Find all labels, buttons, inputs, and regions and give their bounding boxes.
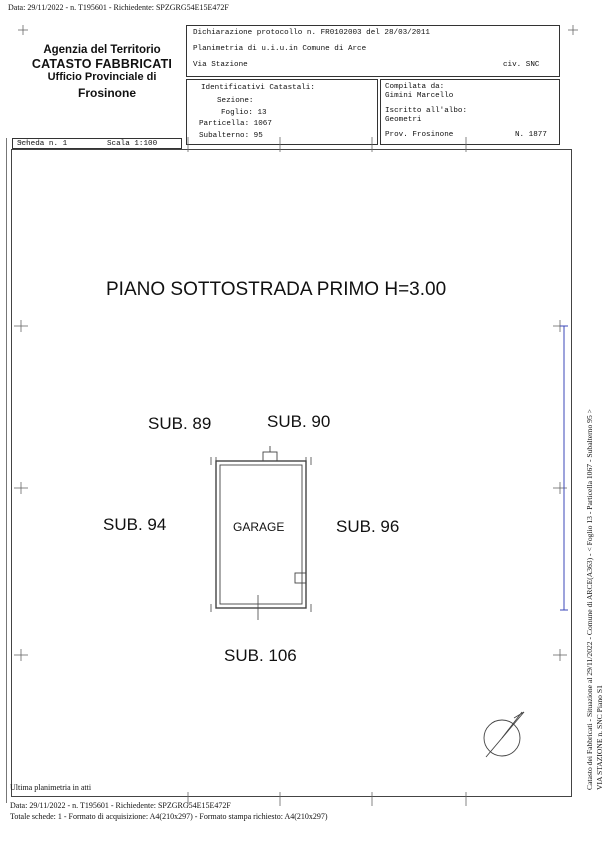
iscritto-label: Iscritto all'albo: <box>385 107 468 115</box>
office-label: Ufficio Provinciale di <box>47 71 157 83</box>
footer-meta-line1: Data: 29/11/2022 - n. T195601 - Richiedente: SPZGRG54E15E472F <box>10 801 231 810</box>
particella-field: Particella: 1067 <box>199 120 272 128</box>
scheda-number: Scheda n. 1 <box>17 140 68 148</box>
identifiers-title: Identificativi Catastali: <box>201 84 315 92</box>
sub-96-label: SUB. 96 <box>336 517 400 536</box>
footer-note: Ultima planimetria in atti <box>10 783 92 792</box>
garage-label: GARAGE <box>233 520 285 534</box>
side-cadastral-note <box>585 409 605 790</box>
sub-89-label: SUB. 89 <box>148 414 212 433</box>
agency-name: Agenzia del Territorio <box>43 44 161 56</box>
address-line: Via Stazione <box>193 61 248 69</box>
sub-94-label: SUB. 94 <box>103 515 167 534</box>
scale-label: Scala 1:100 <box>107 140 158 148</box>
catasto-title: CATASTO FABBRICATI <box>31 57 173 71</box>
north-arrow-icon <box>484 712 524 757</box>
top-metadata: Data: 29/11/2022 - n. T195601 - Richiedente: SPZGRG54E15E472F <box>8 3 229 12</box>
sub-106-label: SUB. 106 <box>224 646 297 665</box>
compilata-name: Gimini Marcello <box>385 92 454 100</box>
sezione-field: Sezione: <box>217 97 254 105</box>
sub-90-label: SUB. 90 <box>267 412 331 431</box>
side-note-line1: Catasto dei Fabbricati - Situazione al 29/11/2022 - Comune di ARCE(A363) - < Foglio 13 - Particella 1067 - Subalterno 95 > <box>585 409 594 790</box>
protocol-line: Dichiarazione protocollo n. FR0102003 del 28/03/2011 <box>193 29 430 37</box>
foglio-field: Foglio: 13 <box>221 109 267 117</box>
civico-line: civ. SNC <box>503 61 540 69</box>
subalterno-field: Subalterno: 95 <box>199 132 263 140</box>
planimetria-line: Planimetria di u.i.u.in Comune di Arce <box>193 45 367 53</box>
side-note-line2: VIA STAZIONE n. SNC Piano S1 <box>595 685 604 790</box>
footer-metadata <box>10 800 328 822</box>
footer-meta-line2: Totale schede: 1 - Formato di acquisizione: A4(210x297) - Formato stampa richiesto: A4(210x297) <box>10 812 328 821</box>
plan-title: PIANO SOTTOSTRADA PRIMO H=3.00 <box>106 279 447 300</box>
registration-number: N. 1877 <box>515 131 547 139</box>
iscritto-value: Geometri <box>385 116 422 124</box>
office-city: Frosinone <box>77 86 136 100</box>
prov-field: Prov. Frosinone <box>385 131 454 139</box>
scale-bar <box>560 326 568 610</box>
compilata-label: Compilata da: <box>385 83 445 91</box>
